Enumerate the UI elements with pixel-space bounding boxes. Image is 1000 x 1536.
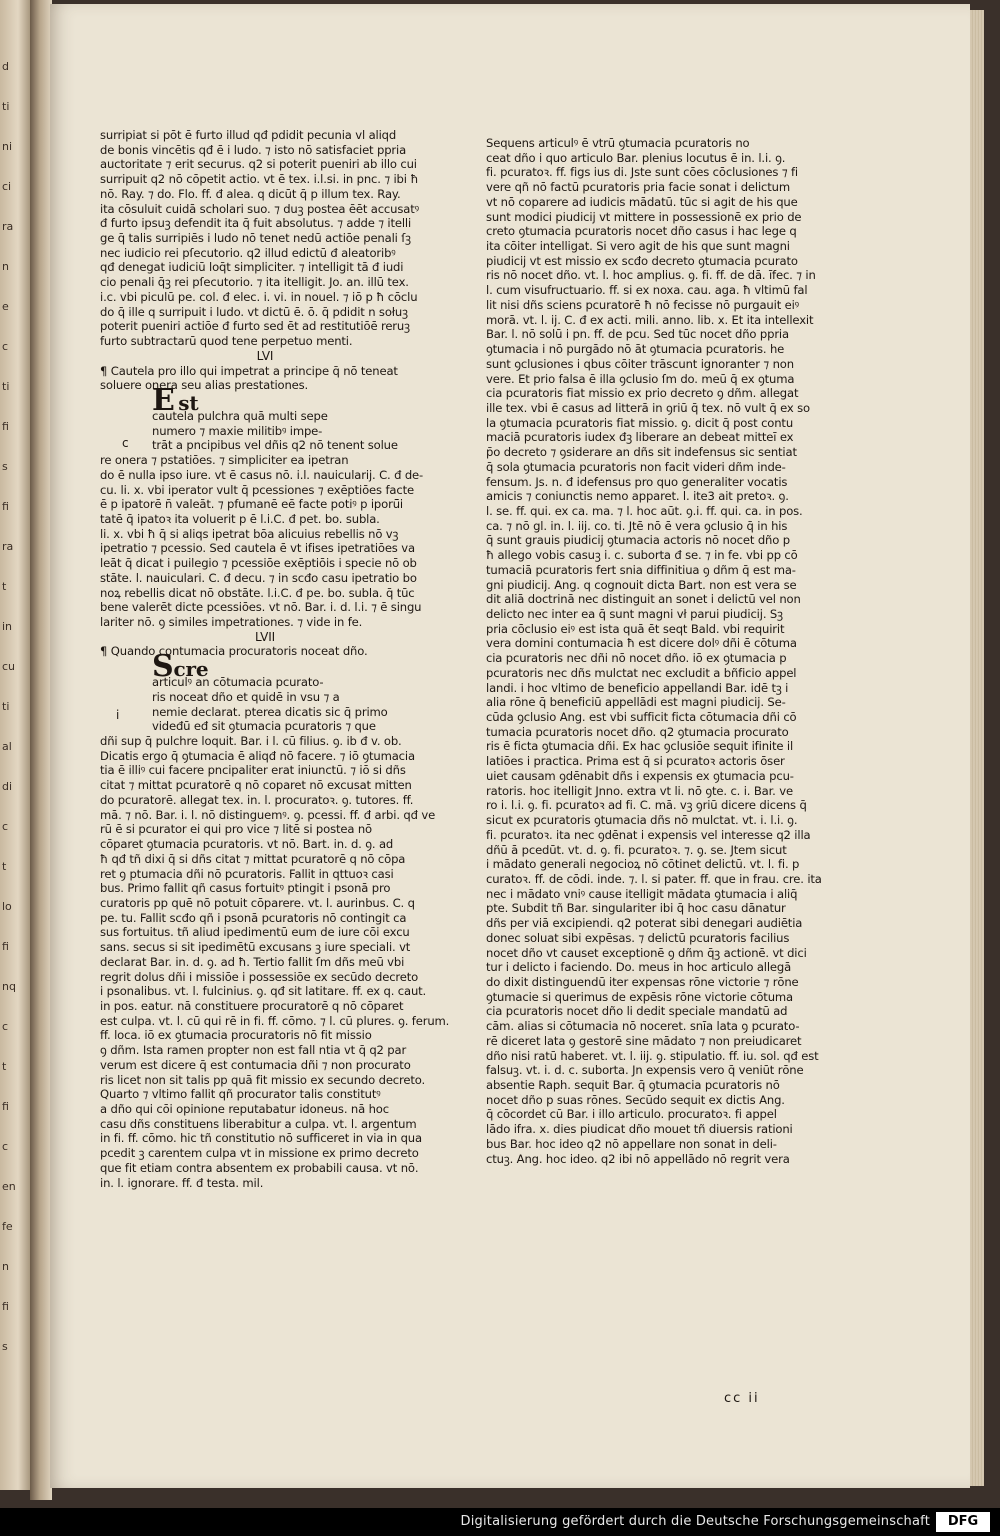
previous-page-fragment: in <box>2 620 13 633</box>
book-gutter <box>30 0 52 1500</box>
text-line: noꝝ rebellis dicat nō obstāte. l.i.C. đ pe. bo. subla. q̄ tūc <box>100 585 415 600</box>
previous-page-fragment: t <box>2 1060 7 1073</box>
text-line: ca. ⁊ nō gl. in. l. iij. co. ti. Jtē nō ē vera ꝯclusio q̄ in his <box>486 518 788 533</box>
text-line: lit nisi dñs sciens pcuratorē ħ nō fecisse nō purgauit eiꝰ <box>486 297 799 312</box>
text-line: ꝯtumacie si querimus de expēsis rōne victorie cōtuma <box>486 989 793 1004</box>
text-line: bus. Primo fallit qñ casus fortuitꝰ ptingit i psonā pro <box>100 881 391 896</box>
text-line: ceat dño i quo articulo Bar. plenius locutus ē in. l.i. ꝯ. <box>486 150 786 165</box>
text-line: i.c. vbi piculū pe. col. đ elec. i. vi. in nouel. ⁊ iō p ħ cōclu <box>100 289 418 304</box>
text-line: q̄ sola ꝯtumacia pcuratoris non facit videri dñm inde- <box>486 459 786 474</box>
previous-page-fragment: al <box>2 740 12 753</box>
text-line: gni piudicij. Ang. q cognouit dicta Bart. non est vera se <box>486 577 797 592</box>
previous-page-fragment: ti <box>2 100 10 113</box>
previous-page-fragment: t <box>2 580 7 593</box>
text-line: Sequens articulꝰ ē vtrū ꝯtumacia pcuratoris no <box>486 136 750 150</box>
text-line: đ furto ipsuꝫ defendit ita q̄ fuit absolutus. ⁊ adde ⁊ itelli <box>100 216 412 231</box>
text-line: pte. Subdit tñ Bar. singulariter ibi q̄ hoc casu dānatur <box>486 901 786 916</box>
text-line: creto ꝯtumacia pcuratoris nocet dño casus i hac lege q <box>486 224 797 239</box>
text-line: latiōes i practica. Prima est q̄ si pcuratoꝛ actoris ōser <box>486 754 785 769</box>
text-line: sans. secus si sit ipedimētū excusans ꝫ iure speciali. vt <box>100 940 411 955</box>
text-line: cōparet ꝯtumacia pcuratoris. vt nō. Bart. in. d. ꝯ. ad <box>100 837 394 852</box>
text-line: ꝯtumacia i nō purgādo nō āt ꝯtumacia pcuratoris. he <box>486 342 785 357</box>
text-line: cautela pulchra quā multi sepe <box>152 408 328 423</box>
previous-page-fragment: c <box>2 340 9 353</box>
text-line: dñū ā pcedūt. vt. d. ꝯ. fi. pcuratoꝛ. ⁊. ꝯ. se. Jtem sicut <box>486 842 787 857</box>
text-line: dñs per viā excipiendi. q2 poterat sibi denegari audiētia <box>486 916 803 931</box>
text-line: nemie declarat. pterea dicatis sic q̄ primo <box>152 704 388 719</box>
text-line: i psonalibus. vt. l. fulcinius. ꝯ. qđ sit latitare. ff. ex q. caut. <box>100 984 427 999</box>
text-line: piudicij vt est missio ex scđo decreto ꝯtumacia pcurato <box>486 253 798 268</box>
previous-page-fragment: t <box>2 860 7 873</box>
text-line: ratoris. hoc itelligit Jnno. extra vt li. nō ꝯte. c. i. Bar. ve <box>486 783 793 798</box>
previous-page-fragment: ra <box>2 540 14 553</box>
previous-page-fragment: ni <box>2 140 13 153</box>
text-line: ita cōsuluit cuidā scholari suo. ⁊ duꝫ postea ēēt accusatꝰ <box>100 201 419 216</box>
text-line: sicut ex pcuratoris ꝯtumacia dñs nō mulctat. vt. i. l.i. ꝯ. <box>486 813 798 828</box>
text-line: pe. tu. Fallit scđo qñ i psonā pcuratoris nō contingit ca <box>100 910 407 925</box>
funding-credit: Digitalisierung gefördert durch die Deutsche Forschungsgemeinschaft <box>460 1514 930 1529</box>
text-line: Dicatis ergo q̄ ꝯtumacia ē aliqđ nō facere. ⁊ iō ꝯtumacia <box>100 748 415 763</box>
text-line: falsuꝫ. vt. i. d. c. suborta. Jn expensis vero q̄ veniūt rōne <box>486 1063 804 1078</box>
text-line: vera domini contumacia ħ est dicere dolꝰ dñi ē cōtuma <box>486 636 797 651</box>
text-line: rū ē si pcurator ei qui pro vice ⁊ litē si postea nō <box>100 822 372 837</box>
drop-cap-line: Scre <box>152 649 209 685</box>
text-line: q̄ sunt grauis piudicij ꝯtumacia actoris nō nocet dño p <box>486 533 790 548</box>
text-line: surripuit q2 nō cōpetit actio. vt ē tex. i.l.si. in pnc. ⁊ ibi ħ <box>100 172 419 187</box>
text-line: ctuꝫ. Ang. hoc ideo. q2 ibi nō appellādo nō regrit vera <box>486 1151 790 1166</box>
previous-page-fragment: c <box>2 1140 9 1153</box>
text-line: i mādato generali negocioꝝ nō cōtinet delictū. vt. l. fi. p <box>486 857 800 872</box>
text-line: numero ⁊ maxie militibꝰ impe- <box>152 423 323 438</box>
previous-page-fragment: fi <box>2 500 9 513</box>
text-line: cia pcuratoris nec dñi nō nocet dño. iō ex ꝯtumacia p <box>486 651 787 666</box>
text-line: sunt modici piudicij vt mittere in possessionē ex prio de <box>486 209 802 224</box>
text-line: stāte. l. nauiculari. C. đ decu. ⁊ in scđo casu ipetratio bo <box>100 570 417 585</box>
text-line: auctoritate ⁊ erit securus. q2 si poterit pueniri ab illo cui <box>100 157 417 172</box>
previous-page-fragment: n <box>2 260 9 273</box>
text-line: nō. Ray. ⁊ do. Flo. ff. đ alea. q dicūt q̄ p illum tex. Ray. <box>100 186 401 201</box>
text-line: morā. vt. l. ij. C. đ ex acti. mili. anno. lib. x. Et ita intellexit <box>486 312 814 327</box>
previous-page-fragment: fi <box>2 1300 9 1313</box>
text-line: cia pcuratoris fiat missio ex prio decreto ꝯ dñm. allegat <box>486 386 799 401</box>
text-line: mā. ⁊ nō. Bar. i. l. nō distinguemꝰ. ꝯ. pcessi. ff. đ arbi. qđ ve <box>100 807 436 822</box>
previous-page-fragment: ti <box>2 380 10 393</box>
rubric-continued: soluere onera seu alias prestationes. <box>100 378 309 393</box>
text-line: la ꝯtumacia pcuratoris fiat missio. ꝯ. dicit q̄ post contu <box>486 415 794 430</box>
text-line: absentie Raph. sequit Bar. q̄ ꝯtumacia pcuratoris nō <box>486 1078 780 1092</box>
text-line: cūda ꝯclusio Ang. est vbi sufficit ficta cōtumacia dñi cō <box>486 710 797 725</box>
text-line: tatē q̄ ipatoꝛ ita voluerit p ē l.i.C. đ pet. bo. subla. <box>100 511 380 526</box>
text-line: re onera ⁊ pstatiōes. ⁊ simpliciter ea ipetran <box>100 453 349 468</box>
drop-cap: E <box>152 382 175 418</box>
text-line: ē p ipatorē n̄ valeāt. ⁊ pfumanē eē facte potiꝰ p iporū̄i <box>100 497 403 512</box>
text-line: cia pcuratoris nocet dño li dedit speciale mandatū ad <box>486 1004 788 1019</box>
text-line: a dño qui cōi opinione reputabatur idoneus. nā hoc <box>100 1102 389 1116</box>
text-line: ris noceat dño et quidē in vsu ⁊ a <box>152 689 340 704</box>
section-number: LVI <box>256 348 274 363</box>
text-line: ita cōiter intelligat. Si vero agit de his que sunt magni <box>486 239 790 254</box>
text-line: nocet dño vt causet exceptionē ꝯ dñm q̄ꝫ actionē. vt dici <box>486 945 807 960</box>
text-line: tumaciā pcuratoris fert snia diffinitiua ꝯ dñm q̄ est ma- <box>486 562 796 577</box>
text-line: fi. pcuratoꝛ. ff. figs ius di. Jste sunt cōes cōclusiones ⁊ fi <box>486 165 798 180</box>
previous-page-fragment: n <box>2 1260 9 1273</box>
drop-cap-line: E st <box>152 382 199 418</box>
text-line: ille tex. vbi ē casus ad litterā in ꝯriū q̄ tex. nō vult q̄ ex so <box>486 400 810 415</box>
previous-page-fragment: ci <box>2 180 12 193</box>
text-line: Quarto ⁊ vltimo fallit qñ procurator talis constitutꝰ <box>100 1087 381 1102</box>
text-line: regrit dolus dñi i missiōe i possessiōe ex secūdo decreto <box>100 969 419 984</box>
text-line: lādo ifra. x. dies piudicat dño mouet tñ diuersis rationi <box>486 1122 793 1137</box>
text-line: ro i. l.i. ꝯ. fi. pcuratoꝛ ad fi. C. mā. vꝫ ꝯriū dicere dicens q̄ <box>486 798 807 813</box>
text-line: amicis ⁊ coniunctis nemo apparet. l. ite3 ait pretoꝛ. ꝯ. <box>486 489 789 504</box>
text-line: l. cum visufructuario. ff. si ex noxa. cau. aga. ħ vltimū fal <box>486 283 808 298</box>
rubric: ¶ Quando contumacia procuratoris noceat dño. <box>100 644 368 659</box>
text-line: furto subtractarū quod tene perpetuo menti. <box>100 334 353 349</box>
text-line: pcedit ꝫ carentem culpa vt in missione ex primo decreto <box>100 1146 419 1161</box>
previous-page-fragment: fi <box>2 940 9 953</box>
text-line: nec i mādato vniꝰ cause itelligit mādata ꝯtumacia i aliq̄ <box>486 886 798 901</box>
text-line: declarat Bar. in. d. ꝯ. ad ħ. Tertio fallit ſm dñs meū vbi <box>100 954 405 969</box>
text-line: casu dñs constituens liberabitur a culpa. vt. l. argentum <box>100 1116 417 1131</box>
previous-page-fragment: s <box>2 1340 8 1353</box>
text-line: l. se. ff. qui. ex ca. ma. ⁊ l. hoc aūt. ꝯ.i. ff. qui. ca. in pos. <box>486 503 803 518</box>
text-line: in pos. eatur. nā constituere procuratorē q nō cōparet <box>100 998 404 1013</box>
text-line: ris nō nocet dño. vt. l. hoc amplius. ꝯ. fi. ff. de dā. īfec. ⁊ in <box>486 268 816 283</box>
margin-mark: c <box>122 436 129 450</box>
text-line: dño nisi ratū haberet. vt. l. iij. ꝯ. stipulatio. ff. iu. sol. qđ est <box>486 1048 819 1063</box>
previous-page-fragment: fi <box>2 1100 9 1113</box>
text-line: landi. i hoc vltimo de beneficio appellandi Bar. idē tꝫ i <box>486 680 789 695</box>
text-line: cām. alias si cōtumacia nō noceret. snīa lata ꝯ pcurato- <box>486 1019 800 1034</box>
text-line: Bar. l. nō solū i pn. ff. de pcu. Sed tūc nocet dño ppria <box>486 327 789 342</box>
text-line: pria cōclusio eiꝰ est ista quā ēt seqt Bald. vbi requirit <box>486 621 785 636</box>
previous-page-fragment: cu <box>2 660 16 673</box>
text-line: rē diceret lata ꝯ gestorē sine mādato ⁊ non preiudicaret <box>486 1033 802 1048</box>
text-line: cu. li. x. vbi iperator vult q̄ pcessiones ⁊ exēptiōes facte <box>100 482 414 497</box>
text-line: surripiat si pōt ē furto illud qđ pdidit pecunia vl aliqd <box>100 128 397 142</box>
text-line: poterit pueniri actiōe đ furto sed ēt ad restitutiōē reruꝫ <box>100 319 410 334</box>
previous-page-fragment: lo <box>2 900 12 913</box>
text-line: cio penali q̄ꝫ rei pſecutorio. ⁊ ita itelligit. Jo. an. illū tex. <box>100 275 409 290</box>
text-line: dit aliā doctrinā nec distinguit an sonet i delictū vel non <box>486 592 801 607</box>
text-line: dñi sup q̄ pulchre loquit. Bar. i l. cū filius. ꝯ. ib đ v. ob. <box>100 734 402 749</box>
text-line: fensum. Js. n. đ idefensus pro quo generaliter vocatis <box>486 474 788 489</box>
text-line: que fit etiam contra absentem ex probabili causa. vt nō. <box>100 1160 419 1175</box>
text-line: ħ allego vobis casuꝫ i. c. suborta đ se. ⁊ in fe. vbi pp cō <box>486 548 798 563</box>
right-text-column <box>486 136 822 1166</box>
text-line: ipetratio ⁊ pcessio. Sed cautela ē vt ifises ipetratiōes va <box>100 541 415 556</box>
text-line: do q̄ ille q surripuit i ludo. vt dictū ē. ō. q̄ pdidit n sołuꝫ <box>100 304 408 319</box>
text-line: articulꝰ an cōtumacia pcurato- <box>152 675 324 690</box>
text-line: ge q̄ talis surripiēs i ludo nō tenet nedū actiōe penali ſꝫ <box>100 231 411 246</box>
text-line: q̄ cōcordet cū Bar. i illo articulo. procuratoꝛ. fi appel <box>486 1107 777 1122</box>
text-line: ff. loca. iō ex ꝯtumacia procuratoris nō fit missio <box>100 1028 372 1043</box>
text-line: vt nō coparere ad iudicis mādatū. tūc si agit de his que <box>486 194 798 209</box>
previous-page-fragment: s <box>2 460 8 473</box>
previous-page-edge <box>0 0 30 1490</box>
text-line: maciā pcuratoris iudex đꝫ liberare an debeat mitteī ex <box>486 430 794 445</box>
text-line: tia ē illiꝰ cui facere pncipaliter erat iniunctū. ⁊ iō si dñs <box>100 763 406 778</box>
text-line: in. l. ignorare. ff. đ testa. mil. <box>100 1175 264 1190</box>
text-line: vere qñ nō factū pcuratoris pria facie sonat i delictum <box>486 180 790 195</box>
text-line: videđū eđ sit ꝯtumacia pcuratoris ⁊ que <box>152 719 376 734</box>
previous-page-fragment: di <box>2 780 13 793</box>
text-line: ħ qđ tñ dixi q̄ si dñs citat ⁊ mittat pcuratorē q nō cōpa <box>100 851 406 866</box>
text-line: tumacia pcuratoris nocet dño. q2 ꝯtumacia procurato <box>486 724 789 739</box>
text-line: sunt ꝯclusiones i qbus cōiter trāscunt ignoranter ⁊ non <box>486 356 794 371</box>
text-line: nocet dño p suas rōnes. Secūdo sequit ex dictis Ang. <box>486 1092 785 1107</box>
text-line: leāt q̄ dicat i puilegio ⁊ pcessiōe exēptiōis i specie nō ob <box>100 556 417 571</box>
text-line: sus fortuitus. tñ aliud ipedimentū eum de iure cōi excu <box>100 925 410 940</box>
previous-page-fragment: ti <box>2 700 10 713</box>
text-line: qđ denegat iudiciū loq̄t simpliciter. ⁊ intelligit tā đ iudi <box>100 260 404 275</box>
text-line: citat ⁊ mittat pcuratorē q nō coparet nō excusat mitten <box>100 778 412 793</box>
text-line: ris licet non sit talis pp quā fit missio ex secundo decreto. <box>100 1072 426 1087</box>
text-line: trāt a pncipibus vel dñis q2 nō tenent solue <box>152 438 398 453</box>
text-line: lariter nō. ꝯ similes impetrationes. ⁊ vide in fe. <box>100 615 363 629</box>
text-line: ris ē ficta ꝯtumacia dñi. Ex hac ꝯclusiōe sequit ifinite il <box>486 739 794 754</box>
text-line: li. x. vbi ħ q̄ si aliqs ipetrat bōa alicuius rebellis nō vꝫ <box>100 526 399 541</box>
text-line: ꝯ dñm. Ista ramen propter non est fall ntia vt q̄ q2 par <box>100 1043 407 1058</box>
previous-page-fragment: d <box>2 60 9 73</box>
text-line: fi. pcuratoꝛ. ita nec ꝯdēnat i expensis vel interesse q2 illa <box>486 827 811 842</box>
text-line: bus Bar. hoc ideo q2 nō appellare non sonat in deli- <box>486 1136 777 1151</box>
previous-page-fragment: en <box>2 1180 16 1193</box>
margin-mark: i <box>116 708 120 722</box>
previous-page-fragment: fi <box>2 420 9 433</box>
previous-page-fragment: ra <box>2 220 14 233</box>
section-number: LVII <box>254 629 276 644</box>
previous-page-fragment: fe <box>2 1220 13 1233</box>
text-line: tur i delicto i faciendo. Do. meus in hoc articulo allegā <box>486 960 792 975</box>
dfg-logo: DFG <box>936 1512 990 1532</box>
text-line: est culpa. vt. l. cū qui rē in fi. ff. cōmo. ⁊ l. cū plures. ꝯ. ferum. <box>100 1013 450 1028</box>
footer-bar <box>0 1508 1000 1536</box>
text-line: in fi. ff. cōmo. hic tñ constitutio nō sufficeret in via in qua <box>100 1131 422 1146</box>
text-line: do pcuratorē. allegat tex. in. l. procuratoꝛ. ꝯ. tutores. ff. <box>100 792 414 807</box>
text-line: de bonis vincētis qđ ē i ludo. ⁊ isto nō satisfaciet ppria <box>100 142 407 157</box>
text-line: nec iudicio rei pſecutorio. q2 illud edictū đ aleatoribꝰ <box>100 245 396 260</box>
previous-page-fragment: c <box>2 820 9 833</box>
drop-cap: S <box>152 649 174 685</box>
previous-page-fragment: c <box>2 1020 9 1033</box>
text-line: do dixit distinguendū iter expensas rōne victorie ⁊ rōne <box>486 974 799 989</box>
text-line: p̄o decreto ⁊ ꝯsiderare an dñs sit indefensus sic sentiat <box>486 445 797 460</box>
text-line: do ē nulla ipso iure. vt ē casus nō. i.l. nauicularij. C. đ de- <box>100 467 424 482</box>
rubric: ¶ Cautela pro illo qui impetrat a principe q̄ nō teneat <box>100 363 398 378</box>
text-line: pcuratoris nec dñs mulctat nec excludit a bñficio appel <box>486 665 797 680</box>
text-line: curatoris pp quē nō potuit cōparere. vt. l. aurinbus. C. q <box>100 895 415 910</box>
text-line: donec soluat sibi expēsas. ⁊ delictū pcuratoris facilius <box>486 930 790 945</box>
text-line: uiet causam ꝯdēnabit dñs i expensis ex ꝯtumacia pcu- <box>486 768 794 783</box>
text-line: verum est dicere q̄ est contumacia dñi ⁊ non procurato <box>100 1057 411 1072</box>
text-line: delicto nec inter ea q̄ sunt magni vł parui piudicij. Sꝫ <box>486 607 783 621</box>
left-text-column <box>100 128 450 1190</box>
folio-number: cc ii <box>724 1391 760 1406</box>
text-line: bene valerēt dicte pcessiōes. vt nō. Bar. i. d. l.i. ⁊ ē singu <box>100 600 422 615</box>
text-line: ret ꝯ ptumacia dñi nō pcuratoris. Fallit in qttuoꝛ casi <box>100 866 394 881</box>
text-line: vere. Et prio falsa ē illa ꝯclusio ſm do. meū q̄ ex ꝯtuma <box>486 371 795 386</box>
text-line: curatoꝛ. ff. de cōdi. inde. ⁊. l. si pater. ff. que in frau. cre. ita <box>486 871 822 886</box>
previous-page-fragment: nq <box>2 980 16 993</box>
previous-page-fragment: e <box>2 300 9 313</box>
text-line: alia rōne q̄ beneficiū appellādi est magni piudicij. Se- <box>486 695 786 710</box>
